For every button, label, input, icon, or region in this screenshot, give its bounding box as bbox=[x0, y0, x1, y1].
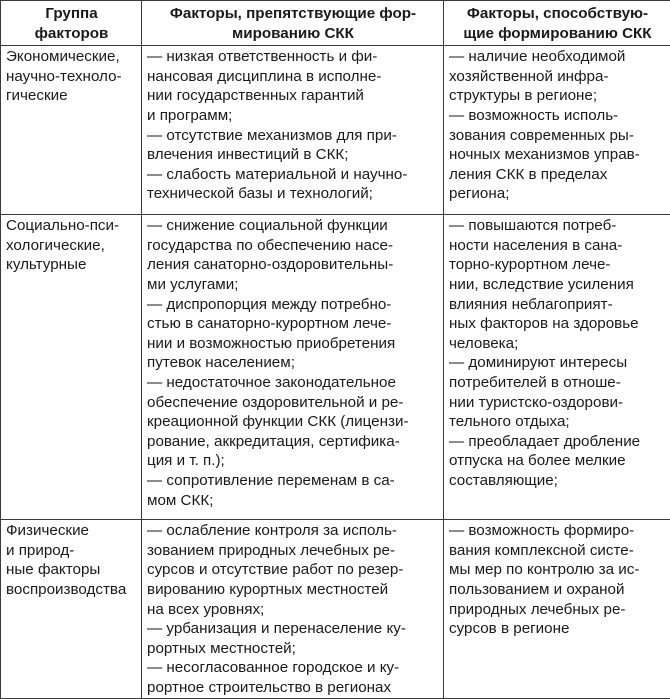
text-line: — возможность исполь- bbox=[449, 106, 666, 126]
text-line: ления санаторно-оздоровительны- bbox=[147, 255, 439, 275]
text-line: нии государственных гарантий bbox=[147, 86, 439, 106]
group-cell bbox=[1, 215, 142, 520]
text-line: нии и возможностью приобретения bbox=[147, 334, 439, 354]
drivers-cell bbox=[444, 520, 670, 698]
text-line: мы мер по контролю за ис- bbox=[449, 560, 666, 580]
text-line: ных факторов на здоровье bbox=[449, 314, 666, 334]
text-line: креационной функции СКК (лицензи- bbox=[147, 412, 439, 432]
header-drivers-line: щие формированию СКК bbox=[449, 24, 666, 44]
text-line: — отсутствие механизмов для при- bbox=[147, 126, 439, 146]
header-drivers bbox=[444, 1, 670, 46]
text-line: ные факторы bbox=[6, 560, 137, 580]
text-line: составляющие; bbox=[449, 471, 666, 491]
text-line: ления СКК в пределах bbox=[449, 165, 666, 185]
text-line: воспроизводства bbox=[6, 580, 137, 600]
text-line: влияния неблагоприят- bbox=[449, 295, 666, 315]
header-obstacles-line: мированию СКК bbox=[147, 24, 439, 44]
text-line: — доминируют интересы bbox=[449, 353, 666, 373]
text-line: нии туристско-оздорови- bbox=[449, 393, 666, 413]
text-line: нии, вследствие усиления bbox=[449, 275, 666, 295]
text-line: рортное строительство в регионах bbox=[147, 678, 439, 698]
text-line: — сопротивление переменам в са- bbox=[147, 471, 439, 491]
group-cell bbox=[1, 520, 142, 698]
text-line: ночных механизмов управ- bbox=[449, 145, 666, 165]
text-line: — несогласованное городское и ку- bbox=[147, 658, 439, 678]
header-group-line: Группа bbox=[6, 4, 137, 24]
drivers-cell bbox=[444, 215, 670, 520]
text-line: культурные bbox=[6, 255, 137, 275]
text-line: вированию курортных местностей bbox=[147, 580, 439, 600]
header-group bbox=[1, 1, 142, 46]
table-row-economic bbox=[1, 46, 670, 215]
text-line: нансовая дисциплина в исполне- bbox=[147, 67, 439, 87]
text-line: ности населения в сана- bbox=[449, 236, 666, 256]
text-line: — наличие необходимой bbox=[449, 47, 666, 67]
text-line: хозяйственной инфра- bbox=[449, 67, 666, 87]
text-line: природных лечебных ре- bbox=[449, 600, 666, 620]
text-line: пользованием и охраной bbox=[449, 580, 666, 600]
text-line: тельного отдыха; bbox=[449, 412, 666, 432]
text-line: государства по обеспечению насе- bbox=[147, 236, 439, 256]
text-line: стью в санаторно-курортном лече- bbox=[147, 314, 439, 334]
text-line: — диспропорция между потребно- bbox=[147, 295, 439, 315]
text-line: отпуска на более мелкие bbox=[449, 451, 666, 471]
text-line: сурсов в регионе bbox=[449, 619, 666, 639]
text-line: вания комплексной систе- bbox=[449, 541, 666, 561]
text-line: структуры в регионе; bbox=[449, 86, 666, 106]
text-line: региона; bbox=[449, 184, 666, 204]
header-group-line: факторов bbox=[6, 24, 137, 44]
obstacles-cell bbox=[142, 520, 444, 698]
text-line: Экономические, bbox=[6, 47, 137, 67]
text-line: зования современных ры- bbox=[449, 126, 666, 146]
header-obstacles-line: Факторы, препятствующие фор- bbox=[147, 4, 439, 24]
text-line: Социально-пси- bbox=[6, 216, 137, 236]
text-line: обеспечение оздоровительной и ре- bbox=[147, 393, 439, 413]
text-line: технической базы и технологий; bbox=[147, 184, 439, 204]
text-line: — возможность формиро- bbox=[449, 521, 666, 541]
text-line: зованием природных лечебных ре- bbox=[147, 541, 439, 561]
text-line: ция и т. п.); bbox=[147, 451, 439, 471]
text-line: — недостаточное законодательное bbox=[147, 373, 439, 393]
text-line: — повышаются потреб- bbox=[449, 216, 666, 236]
text-line: сурсов и отсутствие работ по резер- bbox=[147, 560, 439, 580]
text-line: и программ; bbox=[147, 106, 439, 126]
text-line: и природ- bbox=[6, 541, 137, 561]
text-line: — преобладает дробление bbox=[449, 432, 666, 452]
text-line: торно-курортном лече- bbox=[449, 255, 666, 275]
text-line: потребителей в отноше- bbox=[449, 373, 666, 393]
table-row-social bbox=[1, 215, 670, 520]
group-cell bbox=[1, 46, 142, 215]
text-line: Физические bbox=[6, 521, 137, 541]
table-header-row bbox=[1, 1, 670, 46]
text-line: — снижение социальной функции bbox=[147, 216, 439, 236]
text-line: путевок населением; bbox=[147, 353, 439, 373]
drivers-cell bbox=[444, 46, 670, 215]
text-line: на всех уровнях; bbox=[147, 600, 439, 620]
header-drivers-line: Факторы, способствую- bbox=[449, 4, 666, 24]
obstacles-cell bbox=[142, 46, 444, 215]
text-line: ми услугами; bbox=[147, 275, 439, 295]
text-line: гические bbox=[6, 86, 137, 106]
text-line: научно-техноло- bbox=[6, 67, 137, 87]
obstacles-cell bbox=[142, 215, 444, 520]
text-line: человека; bbox=[449, 334, 666, 354]
text-line: — слабость материальной и научно- bbox=[147, 165, 439, 185]
text-line: мом СКК; bbox=[147, 491, 439, 511]
text-line: рортных местностей; bbox=[147, 639, 439, 659]
text-line: — урбанизация и перенаселение ку- bbox=[147, 619, 439, 639]
text-line: — ослабление контроля за исполь- bbox=[147, 521, 439, 541]
text-line: рование, аккредитация, сертифика- bbox=[147, 432, 439, 452]
table-row-physical bbox=[1, 520, 670, 698]
header-obstacles bbox=[142, 1, 444, 46]
text-line: влечения инвестиций в СКК; bbox=[147, 145, 439, 165]
text-line: — низкая ответственность и фи- bbox=[147, 47, 439, 67]
text-line: хологические, bbox=[6, 236, 137, 256]
